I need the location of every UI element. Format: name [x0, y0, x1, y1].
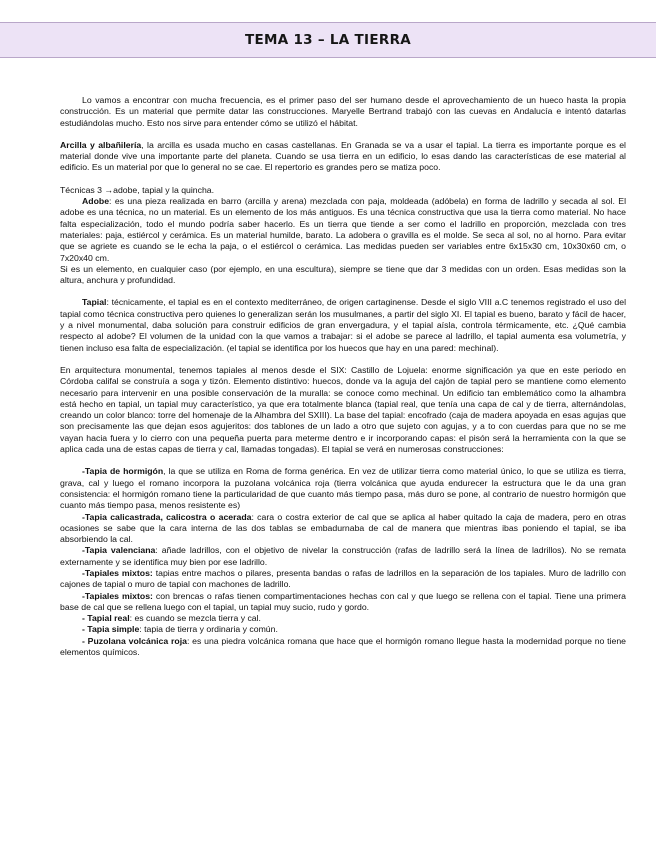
type-item — [60, 568, 626, 591]
type-term: - Tapial real — [82, 613, 130, 624]
type-term: -Tapia de hormigón — [82, 466, 164, 477]
adobe-text: : es una pieza realizada en barro (arcilla y arena) mezclada con paja, moldeada (adóbela) en forma de ladrillo y secada al sol. El adobe es una técnica, no un material. Es un elemento de los más antiguos. Es una técnica constructiva que usa la tierra como material. No hace falta especialización, todo el mundo podría saber hacerlo. Es un tierra que tiende a ser como el ladrillo en proporción, mezclada con tres materiales: paja, estiércol y cerámica. Es un material humilde, barato. La adobera o gravilla es el molde. Se seca al sol, no al horno. Para evitar que se agriete es cuando se le echa la paja, o el estiércol o cerámica. Las medidas pueden ser variables entre 6x15x30 cm, 10x30x60 cm, o 7x20x40 cm. — [60, 196, 626, 263]
type-text: : es una piedra volcánica romana que hace que el hormigón romano llegue hasta la modernidad porque no tiene elementos químicos. — [60, 635, 626, 658]
type-text: : añade ladrillos, con el objetivo de nivelar la construcción (rafas de ladrillo será la línea de ladrillos). No se remata externamente y se identifica muy bien por ese ladrillo. — [60, 545, 626, 567]
arcilla-text: , la arcilla es usada mucho en casas castellanas. En Granada se va a usar el tapial. La tierra es importante porque es el material donde vive una importante parte del planeta. Cuando se usa tierra en un edificio, lo esas dando las características de ese material al edificio. Es un material por que lo general no se cae. El repertorio es grandes pero se matiza poco. — [60, 139, 626, 173]
type-item — [60, 545, 626, 568]
adobe-term: Adobe — [82, 196, 110, 207]
type-item — [60, 624, 626, 635]
adobe-paragraph — [60, 196, 626, 264]
tapial-paragraph — [60, 297, 626, 353]
type-text: con brencas o rafas tienen compartimentaciones hechas con cal y que luego se rellena con el tapial. Tiene una primera base de cal que se rellena luego con el tapial, un tapial muy sucio, rudo y gordo. — [60, 590, 626, 612]
adobe-extra: Si es un elemento, en cualquier caso (por ejemplo, en una escultura), siempre se tiene que dar 3 medidas con un orden. Esas medidas son la altura, anchura y profundidad. — [60, 263, 626, 286]
type-item — [60, 466, 626, 511]
tapial-text: : técnicamente, el tapial es en el contexto mediterráneo, de origen cartaginense. Desde el siglo VIII a.C tenemos registrado el uso del tapial como técnica constructiva pero quienes lo generalizan serán los musulmanes, a partir del siglo XI. El tapial es bueno, barato y fácil de hacer, y a nivel monumental, daba solución para construir edificios de gran envergadura, y el tapial aísla, controla térmicamente, etc. ¿Qué cambia respecto al adobe? El volumen de la unidad con la que vamos a trabajar: si el adobe se parece al ladrillo, el tapial aumenta esa volumetría, y tienen incluso esa falta de especialización. (el tapial se identifica por los huecos que hay en una pared: mechinal). — [60, 297, 626, 353]
type-text: : tapia de tierra y ordinaria y común. — [139, 624, 278, 635]
page-header — [0, 22, 656, 58]
type-text: tapias entre machos o pilares, presenta bandas o rafas de ladrillos en la separación de los tapiales. Muro de ladrillo con cajones de tapial o muro de tapial con machones de ladrillo. — [60, 567, 626, 590]
type-item — [60, 591, 626, 614]
type-text: : es cuando se mezcla tierra y cal. — [129, 613, 261, 624]
type-item — [60, 636, 626, 659]
monumental-paragraph: En arquitectura monumental, tenemos tapiales al menos desde el SIX: Castillo de Lojuela: enorme significación ya que en este periodo en Córdoba califal se construía a soga y tizón. Elemento distintivo: huecos, donde va la aguja del cajón de tapial pero se mantiene como elemento necesario para intervenir en una posible conservación de la muralla: se conoce como mechinal. Un edificio tan emblemático como la alhambra está hecho en tapial, un tapial muy característico, ya que era totalmente blanca (tapial real, que tenía una capa de cal y de tierra, alternándolas, creando un color blanco: torre del homenaje de la Alhambra del SXIII). La base del tapial: encofrado (caja de madera apoyada en esas agujas que son precisamente las que dejan esos agujeritos: dos tablones de un lado a otro que sujeto con agujas, y a to con cuerdas para que no se me vayan hacia fuera y lo cierro con una pequeña puerta para meterme dentro e ir incorporando capas: el pisón será la herramienta con la que se aplica cada una de estas capas de tierra y cal, llamadas tongadas). El tapial se verá en numerosas construcciones: — [60, 364, 626, 455]
page-title: TEMA 13 – LA TIERRA — [244, 32, 412, 48]
type-term: -Tapia calicastrada, calicostra o acerada — [82, 511, 252, 522]
type-term: - Tapia simple — [82, 624, 140, 635]
type-item — [60, 512, 626, 546]
arcilla-paragraph — [60, 140, 626, 174]
type-term: - Puzolana volcánica roja — [82, 635, 187, 646]
type-term: -Tapia valenciana — [82, 545, 156, 556]
type-term: -Tapiales mixtos: — [82, 567, 153, 578]
arcilla-term: Arcilla y albañilería — [60, 139, 142, 150]
tecnicas-line: Técnicas 3 →adobe, tapial y la quincha. — [60, 184, 215, 195]
intro-paragraph: Lo vamos a encontrar con mucha frecuencia, es el primer paso del ser humano desde el aprovechamiento de un hueco hasta la propia construcción. Es un material que permite datar las construcciones. Maryelle Bertrand trabajó con las cuevas en Andalucía e intentó datarlas estudiándolas mucho. Esto nos sirve para entender cómo se utilizó el hábitat. — [60, 95, 626, 128]
document-body — [60, 95, 626, 658]
type-item — [60, 613, 626, 624]
type-text: : cara o costra exterior de cal que se aplica al haber quitado la caja de madera, pero en otras ocasiones se sabe que la cara interna de las dos tablas se embadurnaba de cal de manera que mientras ibas poniendo el tapial, se iba absorbiendo la cal. — [60, 511, 626, 545]
type-text: , la que se utiliza en Roma de forma genérica. En vez de utilizar tierra como material único, lo que se utiliza es tierra, grava, cal y luego el romano incorpora la puzolana volcánica roja (tierra volcánica que ayuda endurecer la estructura que le da una gran consistencia: el hormigón romano tiene la particularidad de que cuanto más tiempo pasa, más duro se pone, al contrario de nuestro hormigón que cuanto más tiempo pasa, menos resistente es) — [60, 466, 626, 511]
tapial-term: Tapial — [82, 297, 107, 308]
type-term: -Tapiales mixtos: — [82, 590, 153, 601]
